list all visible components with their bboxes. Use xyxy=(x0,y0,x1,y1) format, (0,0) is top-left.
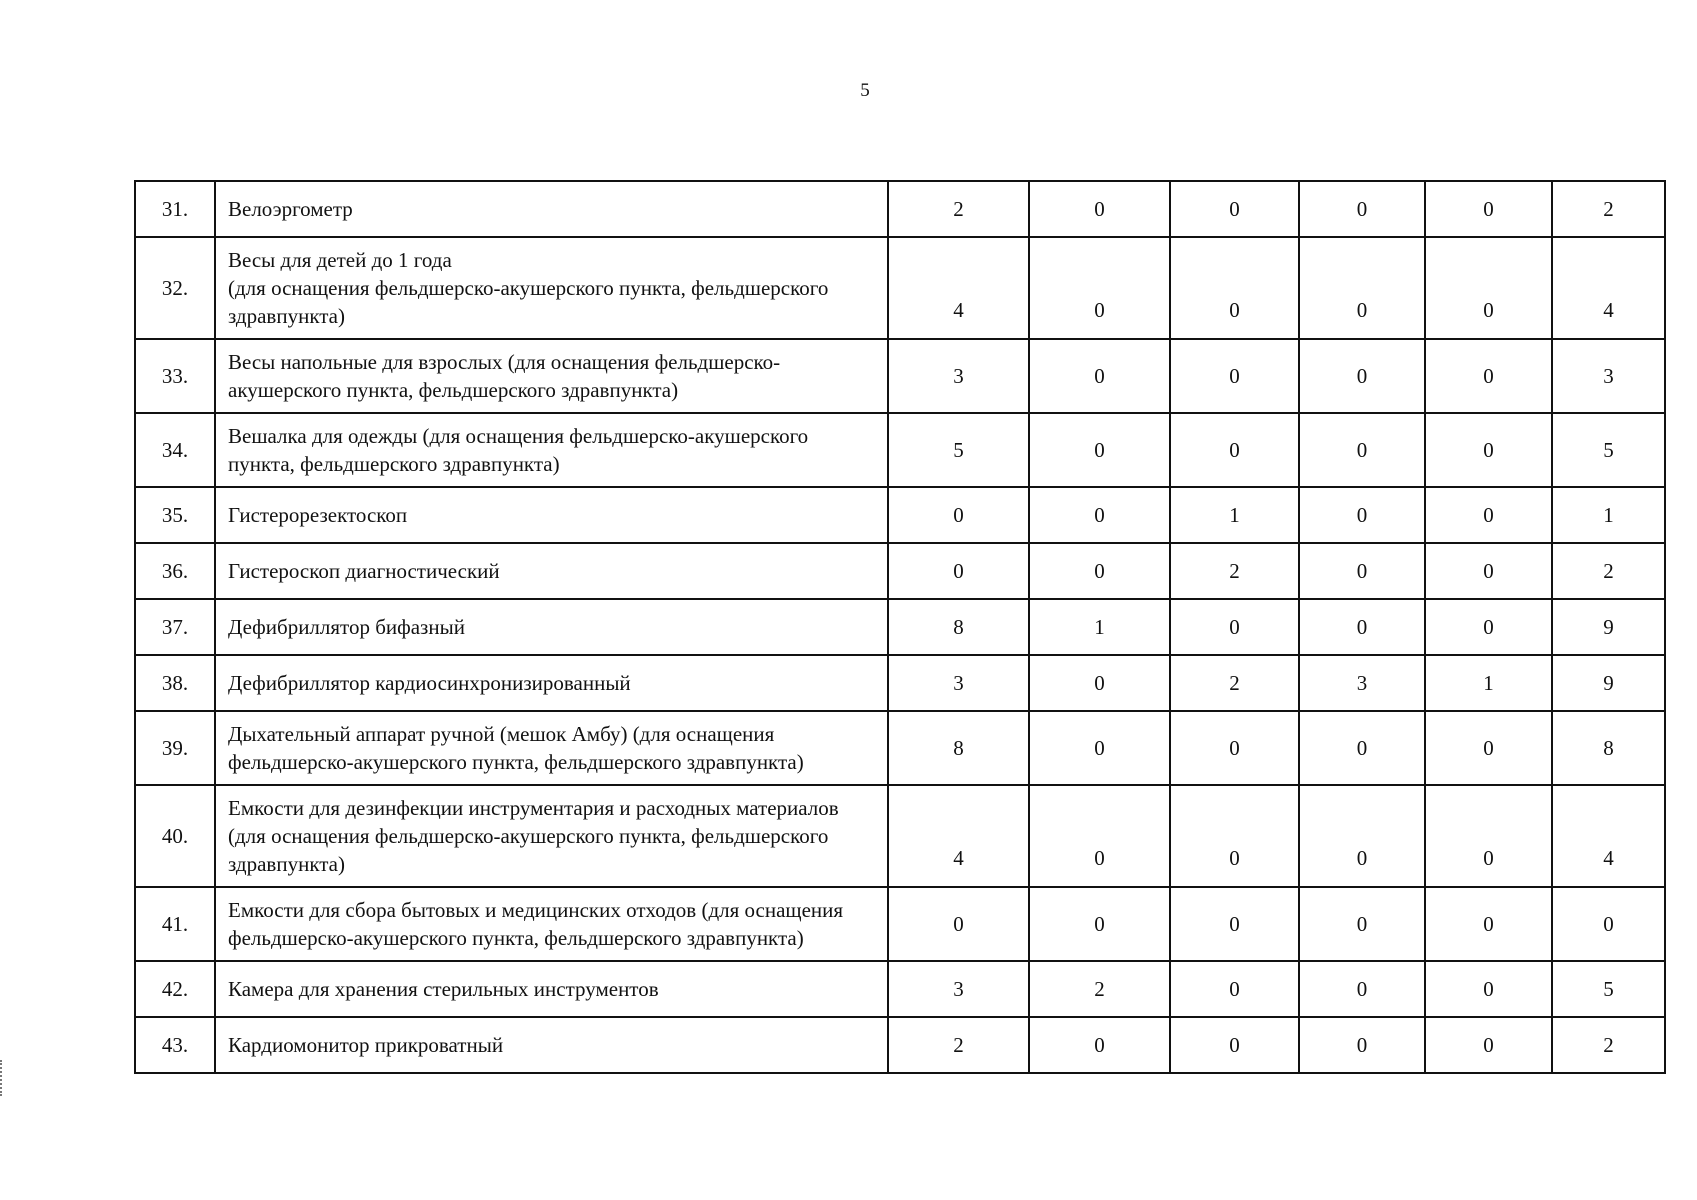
row-number: 31. xyxy=(135,181,215,237)
value-cell: 0 xyxy=(1299,961,1425,1017)
value-cell: 0 xyxy=(888,887,1029,961)
value-cell: 8 xyxy=(888,711,1029,785)
value-cell: 0 xyxy=(1029,237,1170,339)
equipment-name: Гистероскоп диагностический xyxy=(215,543,888,599)
value-cell: 0 xyxy=(1425,1017,1552,1073)
value-cell: 0 xyxy=(1299,413,1425,487)
value-cell: 0 xyxy=(1029,413,1170,487)
value-cell: 0 xyxy=(1029,181,1170,237)
page-number: 5 xyxy=(860,80,870,101)
value-cell: 5 xyxy=(888,413,1029,487)
equipment-name: Емкости для дезинфекции инструментария и расходных материалов (для оснащения фельдшерско-акушерского пункта, фельдшерского здравпункта) xyxy=(215,785,888,887)
total-cell: 1 xyxy=(1552,487,1665,543)
value-cell: 1 xyxy=(1029,599,1170,655)
value-cell: 0 xyxy=(1299,339,1425,413)
value-cell: 0 xyxy=(1299,487,1425,543)
table-row xyxy=(135,599,1665,655)
total-cell: 5 xyxy=(1552,413,1665,487)
value-cell: 3 xyxy=(888,339,1029,413)
value-cell: 3 xyxy=(1299,655,1425,711)
value-cell: 0 xyxy=(1029,339,1170,413)
value-cell: 2 xyxy=(888,1017,1029,1073)
table-row xyxy=(135,961,1665,1017)
row-number: 39. xyxy=(135,711,215,785)
value-cell: 1 xyxy=(1425,655,1552,711)
value-cell: 1 xyxy=(1170,487,1299,543)
value-cell: 0 xyxy=(888,543,1029,599)
total-cell: 5 xyxy=(1552,961,1665,1017)
value-cell: 0 xyxy=(1170,961,1299,1017)
value-cell: 0 xyxy=(1299,599,1425,655)
value-cell: 0 xyxy=(1425,339,1552,413)
value-cell: 0 xyxy=(1425,887,1552,961)
row-number: 33. xyxy=(135,339,215,413)
row-number: 38. xyxy=(135,655,215,711)
table-row xyxy=(135,785,1665,887)
value-cell: 0 xyxy=(1029,711,1170,785)
value-cell: 0 xyxy=(1170,711,1299,785)
equipment-name: Кардиомонитор прикроватный xyxy=(215,1017,888,1073)
value-cell: 2 xyxy=(1170,655,1299,711)
value-cell: 2 xyxy=(888,181,1029,237)
value-cell: 0 xyxy=(1425,487,1552,543)
total-cell: 4 xyxy=(1552,785,1665,887)
value-cell: 4 xyxy=(888,785,1029,887)
value-cell: 0 xyxy=(1029,487,1170,543)
equipment-name: Гистерорезектоскоп xyxy=(215,487,888,543)
total-cell: 2 xyxy=(1552,1017,1665,1073)
value-cell: 2 xyxy=(1029,961,1170,1017)
table-row xyxy=(135,413,1665,487)
value-cell: 0 xyxy=(1170,237,1299,339)
row-number: 43. xyxy=(135,1017,215,1073)
value-cell: 0 xyxy=(1299,237,1425,339)
value-cell: 0 xyxy=(1425,785,1552,887)
table-row xyxy=(135,655,1665,711)
row-number: 34. xyxy=(135,413,215,487)
value-cell: 2 xyxy=(1170,543,1299,599)
total-cell: 0 xyxy=(1552,887,1665,961)
table-row xyxy=(135,181,1665,237)
equipment-name: Весы напольные для взрослых (для оснащения фельдшерско-акушерского пункта, фельдшерского здравпункта) xyxy=(215,339,888,413)
value-cell: 0 xyxy=(888,487,1029,543)
value-cell: 0 xyxy=(1299,785,1425,887)
value-cell: 3 xyxy=(888,655,1029,711)
value-cell: 0 xyxy=(1425,711,1552,785)
equipment-name: Дефибриллятор кардиосинхронизированный xyxy=(215,655,888,711)
scan-edge-marks xyxy=(0,1060,6,1096)
value-cell: 4 xyxy=(888,237,1029,339)
value-cell: 0 xyxy=(1029,655,1170,711)
total-cell: 2 xyxy=(1552,543,1665,599)
table-row xyxy=(135,237,1665,339)
value-cell: 0 xyxy=(1299,887,1425,961)
value-cell: 0 xyxy=(1425,413,1552,487)
value-cell: 0 xyxy=(1029,887,1170,961)
value-cell: 3 xyxy=(888,961,1029,1017)
equipment-name: Весы для детей до 1 года (для оснащения фельдшерско-акушерского пункта, фельдшерского здравпункта) xyxy=(215,237,888,339)
value-cell: 0 xyxy=(1299,181,1425,237)
table-row xyxy=(135,711,1665,785)
total-cell: 2 xyxy=(1552,181,1665,237)
table-row xyxy=(135,543,1665,599)
value-cell: 0 xyxy=(1170,181,1299,237)
value-cell: 0 xyxy=(1425,181,1552,237)
value-cell: 0 xyxy=(1170,339,1299,413)
value-cell: 0 xyxy=(1425,599,1552,655)
total-cell: 8 xyxy=(1552,711,1665,785)
total-cell: 3 xyxy=(1552,339,1665,413)
table-row xyxy=(135,887,1665,961)
value-cell: 0 xyxy=(1425,543,1552,599)
value-cell: 0 xyxy=(1425,961,1552,1017)
equipment-name: Велоэргометр xyxy=(215,181,888,237)
equipment-name: Камера для хранения стерильных инструментов xyxy=(215,961,888,1017)
value-cell: 0 xyxy=(1029,785,1170,887)
value-cell: 0 xyxy=(1299,1017,1425,1073)
equipment-name: Вешалка для одежды (для оснащения фельдшерско-акушерского пункта, фельдшерского здравпункта) xyxy=(215,413,888,487)
value-cell: 8 xyxy=(888,599,1029,655)
row-number: 35. xyxy=(135,487,215,543)
row-number: 41. xyxy=(135,887,215,961)
total-cell: 9 xyxy=(1552,599,1665,655)
total-cell: 4 xyxy=(1552,237,1665,339)
row-number: 32. xyxy=(135,237,215,339)
value-cell: 0 xyxy=(1299,543,1425,599)
row-number: 40. xyxy=(135,785,215,887)
total-cell: 9 xyxy=(1552,655,1665,711)
value-cell: 0 xyxy=(1170,413,1299,487)
value-cell: 0 xyxy=(1170,887,1299,961)
value-cell: 0 xyxy=(1029,543,1170,599)
value-cell: 0 xyxy=(1299,711,1425,785)
table-row xyxy=(135,1017,1665,1073)
value-cell: 0 xyxy=(1170,599,1299,655)
equipment-name: Емкости для сбора бытовых и медицинских отходов (для оснащения фельдшерско-акушерского пункта, фельдшерского здравпункта) xyxy=(215,887,888,961)
table-row xyxy=(135,487,1665,543)
table-row xyxy=(135,339,1665,413)
equipment-name: Дыхательный аппарат ручной (мешок Амбу) (для оснащения фельдшерско-акушерского пункта, фельдшерского здравпункта) xyxy=(215,711,888,785)
value-cell: 0 xyxy=(1029,1017,1170,1073)
value-cell: 0 xyxy=(1425,237,1552,339)
row-number: 36. xyxy=(135,543,215,599)
value-cell: 0 xyxy=(1170,1017,1299,1073)
equipment-name: Дефибриллятор бифазный xyxy=(215,599,888,655)
row-number: 42. xyxy=(135,961,215,1017)
equipment-table xyxy=(134,180,1666,1074)
value-cell: 0 xyxy=(1170,785,1299,887)
row-number: 37. xyxy=(135,599,215,655)
